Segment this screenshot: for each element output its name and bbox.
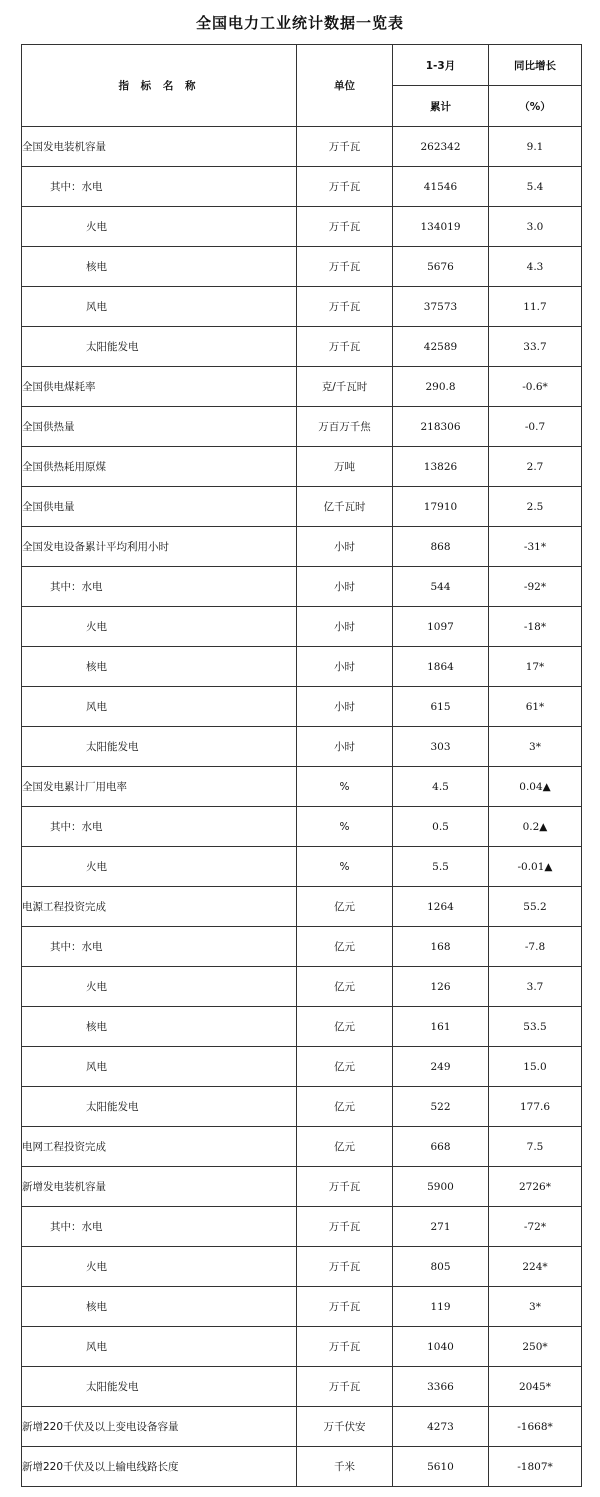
- table-row: [22, 1367, 582, 1407]
- row-yoy: 9.1: [489, 127, 582, 167]
- row-unit: 万吨: [297, 447, 393, 487]
- header-yoy-unit: （%）: [489, 86, 582, 127]
- table-row: [22, 847, 582, 887]
- table-row: [22, 647, 582, 687]
- table-row: [22, 967, 582, 1007]
- row-unit: 万千瓦: [297, 1207, 393, 1247]
- table-row: [22, 1407, 582, 1447]
- row-name: 太阳能发电: [22, 1087, 297, 1127]
- row-value: 42589: [393, 327, 489, 367]
- row-value: 13826: [393, 447, 489, 487]
- row-value: 41546: [393, 167, 489, 207]
- table-row: [22, 527, 582, 567]
- row-yoy: 15.0: [489, 1047, 582, 1087]
- row-yoy: 0.2▲: [489, 807, 582, 847]
- row-unit: 万千瓦: [297, 247, 393, 287]
- row-name: 核电: [22, 1287, 297, 1327]
- row-value: 1097: [393, 607, 489, 647]
- table-row: [22, 1287, 582, 1327]
- row-yoy: 250*: [489, 1327, 582, 1367]
- row-value: 4.5: [393, 767, 489, 807]
- table-row: [22, 1007, 582, 1047]
- row-yoy: 17*: [489, 647, 582, 687]
- row-unit: 小时: [297, 527, 393, 567]
- row-value: 4273: [393, 1407, 489, 1447]
- header-period: 1-3月: [393, 45, 489, 86]
- row-unit: 万千瓦: [297, 1247, 393, 1287]
- row-unit: 万千瓦: [297, 1167, 393, 1207]
- row-value: 126: [393, 967, 489, 1007]
- table-row: [22, 727, 582, 767]
- row-name: 新增220千伏及以上变电设备容量: [22, 1407, 297, 1447]
- row-yoy: 53.5: [489, 1007, 582, 1047]
- row-yoy: -18*: [489, 607, 582, 647]
- table-row: [22, 1207, 582, 1247]
- row-value: 119: [393, 1287, 489, 1327]
- table-row: [22, 287, 582, 327]
- row-value: 544: [393, 567, 489, 607]
- table-row: [22, 767, 582, 807]
- row-value: 37573: [393, 287, 489, 327]
- row-yoy: 61*: [489, 687, 582, 727]
- row-unit: 小时: [297, 607, 393, 647]
- row-yoy: 55.2: [489, 887, 582, 927]
- row-name: 电源工程投资完成: [22, 887, 297, 927]
- row-unit: 亿元: [297, 1007, 393, 1047]
- row-yoy: 2.7: [489, 447, 582, 487]
- row-name: 新增220千伏及以上输电线路长度: [22, 1447, 297, 1487]
- row-yoy: -0.6*: [489, 367, 582, 407]
- row-yoy: 7.5: [489, 1127, 582, 1167]
- table-row: [22, 1447, 582, 1487]
- row-yoy: -1668*: [489, 1407, 582, 1447]
- row-value: 271: [393, 1207, 489, 1247]
- header-name: 指 标 名 称: [22, 45, 297, 127]
- table-row: [22, 247, 582, 287]
- row-name: 火电: [22, 1247, 297, 1287]
- row-name: 风电: [22, 1327, 297, 1367]
- row-yoy: -31*: [489, 527, 582, 567]
- row-unit: %: [297, 847, 393, 887]
- table-row: [22, 887, 582, 927]
- row-unit: 小时: [297, 727, 393, 767]
- row-unit: 万千瓦: [297, 127, 393, 167]
- row-yoy: 3*: [489, 1287, 582, 1327]
- row-value: 522: [393, 1087, 489, 1127]
- row-name: 其中：水电: [22, 167, 297, 207]
- row-unit: 万千瓦: [297, 287, 393, 327]
- row-unit: 小时: [297, 567, 393, 607]
- row-name: 全国供热量: [22, 407, 297, 447]
- row-unit: 万百万千焦: [297, 407, 393, 447]
- table-row: [22, 167, 582, 207]
- row-yoy: -1807*: [489, 1447, 582, 1487]
- row-unit: 万千瓦: [297, 1367, 393, 1407]
- row-yoy: 224*: [489, 1247, 582, 1287]
- row-yoy: 2726*: [489, 1167, 582, 1207]
- row-value: 668: [393, 1127, 489, 1167]
- header-yoy: 同比增长: [489, 45, 582, 86]
- row-value: 218306: [393, 407, 489, 447]
- row-yoy: 4.3: [489, 247, 582, 287]
- row-value: 0.5: [393, 807, 489, 847]
- table-row: [22, 407, 582, 447]
- row-name: 全国供热耗用原煤: [22, 447, 297, 487]
- row-name: 全国发电设备累计平均利用小时: [22, 527, 297, 567]
- row-value: 1864: [393, 647, 489, 687]
- row-name: 全国发电累计厂用电率: [22, 767, 297, 807]
- row-name: 太阳能发电: [22, 327, 297, 367]
- row-name: 风电: [22, 687, 297, 727]
- row-value: 805: [393, 1247, 489, 1287]
- row-name: 新增发电装机容量: [22, 1167, 297, 1207]
- row-name: 太阳能发电: [22, 1367, 297, 1407]
- table-row: [22, 327, 582, 367]
- row-yoy: 2.5: [489, 487, 582, 527]
- header-period-sub: 累计: [393, 86, 489, 127]
- row-name: 风电: [22, 287, 297, 327]
- row-name: 其中：水电: [22, 567, 297, 607]
- table-row: [22, 367, 582, 407]
- row-name: 火电: [22, 847, 297, 887]
- row-name: 全国供电量: [22, 487, 297, 527]
- row-unit: 亿元: [297, 927, 393, 967]
- row-value: 303: [393, 727, 489, 767]
- row-value: 1040: [393, 1327, 489, 1367]
- row-value: 5.5: [393, 847, 489, 887]
- table-row: [22, 1047, 582, 1087]
- table-row: [22, 567, 582, 607]
- table-row: [22, 1327, 582, 1367]
- row-unit: 万千瓦: [297, 1327, 393, 1367]
- row-value: 262342: [393, 127, 489, 167]
- row-value: 161: [393, 1007, 489, 1047]
- row-value: 5676: [393, 247, 489, 287]
- row-yoy: 5.4: [489, 167, 582, 207]
- statistics-table: [21, 44, 582, 1487]
- table-row: [22, 207, 582, 247]
- row-value: 249: [393, 1047, 489, 1087]
- row-value: 615: [393, 687, 489, 727]
- row-value: 17910: [393, 487, 489, 527]
- row-yoy: 11.7: [489, 287, 582, 327]
- row-yoy: 2045*: [489, 1367, 582, 1407]
- table-row: [22, 1167, 582, 1207]
- row-yoy: 177.6: [489, 1087, 582, 1127]
- row-value: 868: [393, 527, 489, 567]
- row-yoy: 33.7: [489, 327, 582, 367]
- row-yoy: 3*: [489, 727, 582, 767]
- row-unit: 亿元: [297, 1087, 393, 1127]
- row-unit: 千米: [297, 1447, 393, 1487]
- row-unit: 亿元: [297, 1127, 393, 1167]
- row-name: 核电: [22, 647, 297, 687]
- table-body: [22, 127, 582, 1487]
- row-yoy: 3.7: [489, 967, 582, 1007]
- page-title: 全国电力工业统计数据一览表: [195, 14, 404, 32]
- row-unit: 亿元: [297, 1047, 393, 1087]
- row-unit: 万千伏安: [297, 1407, 393, 1447]
- row-yoy: 3.0: [489, 207, 582, 247]
- table-row: [22, 447, 582, 487]
- row-unit: %: [297, 767, 393, 807]
- row-name: 其中：水电: [22, 927, 297, 967]
- row-unit: 小时: [297, 647, 393, 687]
- row-name: 太阳能发电: [22, 727, 297, 767]
- row-unit: 亿元: [297, 967, 393, 1007]
- row-unit: 万千瓦: [297, 167, 393, 207]
- row-yoy: -72*: [489, 1207, 582, 1247]
- table-row: [22, 607, 582, 647]
- row-value: 5900: [393, 1167, 489, 1207]
- row-name: 核电: [22, 247, 297, 287]
- row-unit: 亿千瓦时: [297, 487, 393, 527]
- row-name: 全国供电煤耗率: [22, 367, 297, 407]
- row-name: 火电: [22, 607, 297, 647]
- row-unit: 万千瓦: [297, 1287, 393, 1327]
- row-yoy: 0.04▲: [489, 767, 582, 807]
- row-value: 290.8: [393, 367, 489, 407]
- row-value: 1264: [393, 887, 489, 927]
- table-row: [22, 927, 582, 967]
- row-unit: 克/千瓦时: [297, 367, 393, 407]
- table-row: [22, 127, 582, 167]
- row-value: 5610: [393, 1447, 489, 1487]
- row-name: 全国发电装机容量: [22, 127, 297, 167]
- row-value: 3366: [393, 1367, 489, 1407]
- row-unit: 万千瓦: [297, 207, 393, 247]
- row-value: 134019: [393, 207, 489, 247]
- header-unit: 单位: [297, 45, 393, 127]
- row-unit: %: [297, 807, 393, 847]
- row-name: 风电: [22, 1047, 297, 1087]
- row-name: 电网工程投资完成: [22, 1127, 297, 1167]
- row-name: 核电: [22, 1007, 297, 1047]
- row-yoy: -0.7: [489, 407, 582, 447]
- table-row: [22, 1087, 582, 1127]
- row-yoy: -7.8: [489, 927, 582, 967]
- row-name: 其中：水电: [22, 1207, 297, 1247]
- row-name: 火电: [22, 207, 297, 247]
- row-yoy: -92*: [489, 567, 582, 607]
- table-row: [22, 1247, 582, 1287]
- table-row: [22, 487, 582, 527]
- table-row: [22, 687, 582, 727]
- table-row: [22, 1127, 582, 1167]
- row-unit: 亿元: [297, 887, 393, 927]
- table-row: [22, 807, 582, 847]
- row-name: 其中：水电: [22, 807, 297, 847]
- header-row: [22, 45, 582, 86]
- row-name: 火电: [22, 967, 297, 1007]
- row-unit: 小时: [297, 687, 393, 727]
- row-unit: 万千瓦: [297, 327, 393, 367]
- row-yoy: -0.01▲: [489, 847, 582, 887]
- row-value: 168: [393, 927, 489, 967]
